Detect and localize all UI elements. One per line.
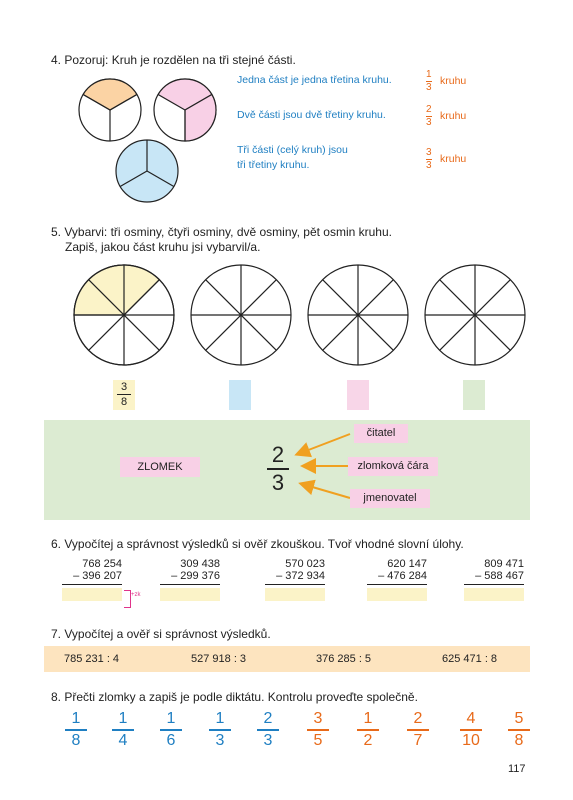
subtraction-3: 570 023 – 372 934 <box>265 558 325 601</box>
fraction-denominator: 4 <box>118 731 128 749</box>
check-bracket <box>124 590 131 608</box>
zlomek-label: ZLOMEK <box>120 457 200 477</box>
fraction-denominator: 6 <box>166 731 176 749</box>
task8-heading: 8. Přečti zlomky a zapiš je podle diktátu. Kontrolu proveďte společně. <box>51 690 418 704</box>
result-box-1[interactable] <box>62 588 122 601</box>
fraction-numerator: 4 <box>466 710 476 727</box>
circle-eighths-3 <box>308 265 408 365</box>
fraction-bar <box>257 729 279 731</box>
fraction-bar <box>407 729 429 731</box>
dictation-fraction <box>257 711 279 749</box>
answer-fraction-1: 3 8 <box>113 381 135 408</box>
fraction-bar <box>307 729 329 731</box>
fraction-numerator: 2 <box>263 710 273 727</box>
thirds-row-1-unit: kruhu <box>440 75 467 87</box>
circle-thirds-2 <box>154 79 216 141</box>
fraction-numerator: 5 <box>514 710 524 727</box>
fraction-bar <box>508 729 530 731</box>
result-box-4[interactable] <box>367 588 427 601</box>
fraction-numerator: 1 <box>166 710 176 727</box>
fraction-numerator: 2 <box>413 710 423 727</box>
dictation-fraction <box>160 711 182 749</box>
circle-thirds-1 <box>79 79 141 141</box>
division-3: 376 285 : 5 <box>316 653 372 665</box>
label-citatel: čitatel <box>354 424 408 443</box>
circle-thirds-3 <box>116 140 178 202</box>
thirds-row-3-text: Tři části (celý kruh) jsou tři třetiny kruhu. <box>237 144 348 171</box>
circle-eighths-2 <box>191 265 291 365</box>
result-box-5[interactable] <box>464 588 524 601</box>
label-jmenovatel: jmenovatel <box>350 489 430 508</box>
dictation-fraction <box>112 711 134 749</box>
thirds-row-3-fraction: 3 3 <box>426 147 432 171</box>
fraction-bar <box>209 729 231 731</box>
dictation-fraction <box>508 711 530 749</box>
fraction-numerator: 1 <box>71 710 81 727</box>
numerator: 2 <box>271 442 285 467</box>
circle-eighths-4 <box>425 265 525 365</box>
fraction-numerator: 1 <box>215 710 225 727</box>
fraction-bar <box>460 729 482 731</box>
task4-heading: 4. Pozoruj: Kruh je rozdělen na tři stejné části. <box>51 53 296 67</box>
thirds-row-2-text: Dvě části jsou dvě třetiny kruhu. <box>237 109 386 121</box>
fraction-bar <box>160 729 182 731</box>
subtraction-2: 309 438 – 299 376 <box>160 558 220 601</box>
subtraction-4: 620 147 – 476 284 <box>367 558 427 601</box>
fraction-denominator: 7 <box>413 731 423 749</box>
dictation-fraction <box>460 711 482 749</box>
thirds-row-1-fraction: 1 3 <box>426 69 432 93</box>
answer-box-2[interactable] <box>229 380 251 410</box>
fraction-numerator: 3 <box>313 710 323 727</box>
dictation-fraction <box>65 711 87 749</box>
dictation-fraction <box>357 711 379 749</box>
thirds-row-2-unit: kruhu <box>440 110 467 122</box>
answer-box-4[interactable] <box>463 380 485 410</box>
denominator: 3 <box>271 469 285 495</box>
division-1: 785 231 : 4 <box>64 653 120 665</box>
task7-heading: 7. Vypočítej a ověř si správnost výsledků. <box>51 627 271 641</box>
fraction-denominator: 3 <box>263 731 273 749</box>
task5-heading-1: 5. Vybarvi: tři osminy, čtyři osminy, dvě osminy, pět osmin kruhu. <box>51 225 392 239</box>
check-mark: +zk <box>131 592 141 598</box>
fraction-denominator: 8 <box>514 731 524 749</box>
thirds-row-3-unit: kruhu <box>440 153 467 165</box>
subtraction-1: 768 254 – 396 207 <box>62 558 122 601</box>
dictation-fraction <box>209 711 231 749</box>
division-4: 625 471 : 8 <box>442 653 498 665</box>
fraction-numerator: 1 <box>118 710 128 727</box>
division-2: 527 918 : 3 <box>191 653 247 665</box>
thirds-row-2-fraction: 2 3 <box>426 104 432 128</box>
task6-heading: 6. Vypočítej a správnost výsledků si ověř zkouškou. Tvoř vhodné slovní úlohy. <box>51 537 464 551</box>
answer-box-3[interactable] <box>347 380 369 410</box>
fraction-denominator: 3 <box>215 731 225 749</box>
fraction-bar <box>112 729 134 731</box>
subtraction-5: 809 471 – 588 467 <box>464 558 524 601</box>
label-zlomkova-cara: zlomková čára <box>348 457 438 476</box>
fraction-denominator: 5 <box>313 731 323 749</box>
dictation-fraction <box>407 711 429 749</box>
result-box-2[interactable] <box>160 588 220 601</box>
result-box-3[interactable] <box>265 588 325 601</box>
dictation-fractions <box>0 711 573 751</box>
circle-eighths-1 <box>74 265 174 365</box>
fraction-denominator: 2 <box>363 731 373 749</box>
fraction-bar <box>357 729 379 731</box>
fraction-denominator: 8 <box>71 731 81 749</box>
fraction-numerator: 1 <box>363 710 373 727</box>
page-number: 117 <box>508 763 526 775</box>
task5-heading-2: Zapiš, jakou část kruhu jsi vybarvil/a. <box>65 240 261 254</box>
fraction-bar <box>65 729 87 731</box>
fraction-denominator: 10 <box>462 731 480 749</box>
dictation-fraction <box>307 711 329 749</box>
thirds-row-1-text: Jedna část je jedna třetina kruhu. <box>237 74 392 86</box>
